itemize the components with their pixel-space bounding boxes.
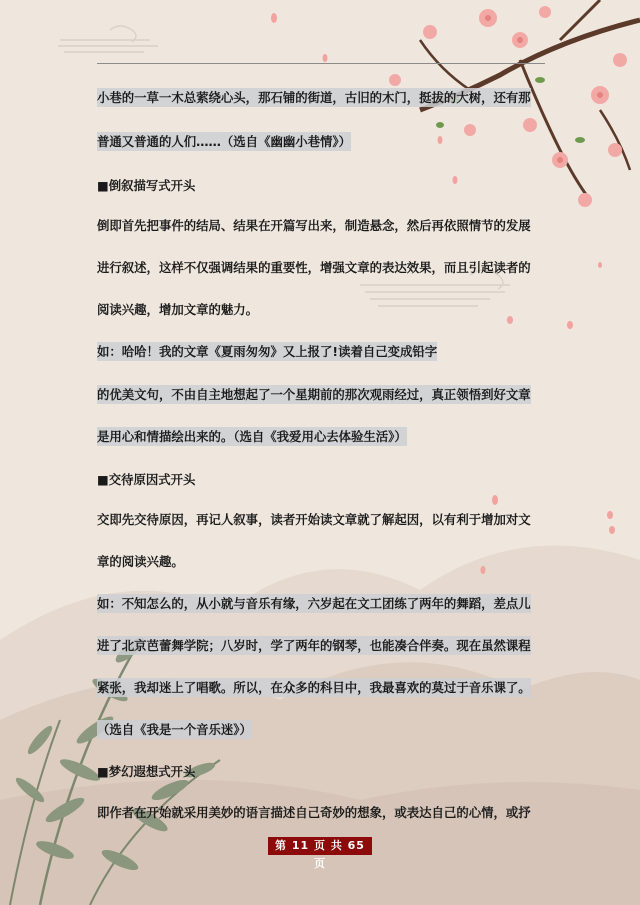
text-line-13-content: 如：不知怎么的，从小就与音乐有缘，六岁起在文工团练了两年的舞蹈，差点儿 <box>97 596 531 611</box>
text-line-5 <box>97 257 531 279</box>
text-line-8-content: 的优美文句，不由自主地想起了一个星期前的那次观雨经过，真正领悟到好文章 <box>97 387 531 402</box>
text-line-4-content: 倒即首先把事件的结局、结果在开篇写出来，制造悬念，然后再依照情节的发展 <box>97 218 531 233</box>
text-line-2 <box>97 131 351 153</box>
text-line-11-content: 交即先交待原因，再记人叙事，读者开始读文章就了解起因，以有利于增加对文 <box>97 512 531 527</box>
text-line-1 <box>97 87 531 109</box>
text-line-18 <box>97 802 531 824</box>
text-line-11 <box>97 509 531 531</box>
text-line-12 <box>97 551 184 573</box>
text-line-7 <box>97 341 437 363</box>
section-heading-cause <box>97 469 195 491</box>
text-line-15-content: 紧张，我却迷上了唱歌。所以，在众多的科目中，我最喜欢的莫过于音乐课了。 <box>97 680 531 695</box>
text-line-16 <box>97 719 252 741</box>
text-line-5-content: 进行叙述，这样不仅强调结果的重要性，增强文章的表达效果，而且引起读者的 <box>97 260 531 275</box>
text-line-14-content: 进了北京芭蕾舞学院；八岁时，学了两年的钢琴，也能凑合伴奏。现在虽然课程 <box>97 638 531 653</box>
text-line-2-content: 普通又普通的人们……（选自《幽幽小巷情》） <box>97 134 352 149</box>
page-number-footer: 第 11 页 共 65 页 <box>268 837 372 855</box>
section-heading-cause-content: ■交待原因式开头 <box>97 472 196 487</box>
text-line-14 <box>97 635 531 657</box>
text-line-9 <box>97 426 407 448</box>
section-heading-flashback-content: ■倒叙描写式开头 <box>97 178 196 193</box>
section-heading-flashback <box>97 175 195 197</box>
text-line-12-content: 章的阅读兴趣。 <box>97 554 184 569</box>
text-line-7-content: 如：哈哈！我的文章《夏雨匆匆》又上报了!读着自己变成铅字 <box>97 344 438 359</box>
text-line-9-content: 是用心和情描绘出来的。（选自《我爱用心去体验生活》） <box>97 429 407 444</box>
text-line-16-content: （选自《我是一个音乐迷》） <box>97 722 252 737</box>
text-line-6-content: 阅读兴趣，增加文章的魅力。 <box>97 302 259 317</box>
text-line-4 <box>97 215 531 237</box>
header-rule <box>97 63 545 64</box>
text-line-8 <box>97 384 531 406</box>
text-line-18-content: 即作者在开始就采用美妙的语言描述自己奇妙的想象，或表达自己的心情，或抒 <box>97 805 531 820</box>
section-heading-fantasy-content: ■梦幻遐想式开头 <box>97 764 196 779</box>
text-line-1-content: 小巷的一草一木总萦绕心头，那石铺的街道，古旧的木门，挺拔的大树，还有那 <box>97 90 531 105</box>
text-line-15 <box>97 677 531 699</box>
text-line-13 <box>97 593 531 615</box>
section-heading-fantasy <box>97 761 195 783</box>
text-line-6 <box>97 299 258 321</box>
